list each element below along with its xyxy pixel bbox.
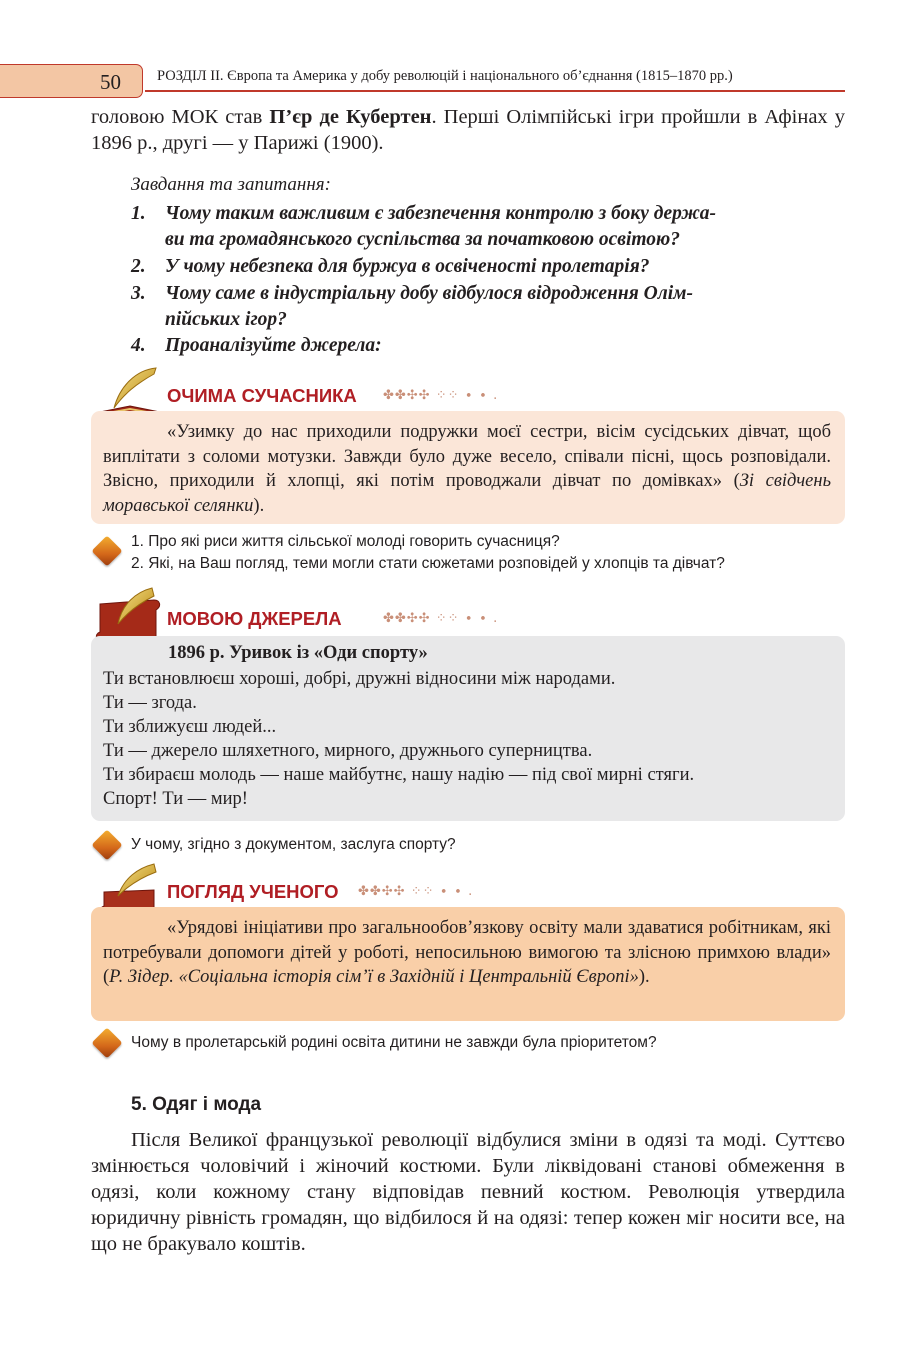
task-text-cont: ви та громадянського суспільства за початковою освітою? bbox=[165, 229, 681, 250]
task-item-2 bbox=[131, 254, 846, 280]
scholar-quote-source: Р. Зідер. «Соціальна історія сім’ї в Західній і Центральній Європі» bbox=[109, 967, 639, 987]
page-number-tab bbox=[0, 64, 143, 98]
source-section-title: МОВОЮ ДЖЕРЕЛА bbox=[167, 608, 342, 629]
eyewitness-quote-text: «Узимку до нас приходили подружки моєї сестри, вісім сусідських дівчат, щоб виплітати з соломи мотузки. Завжди було дуже весело, співали пісні, щось розповідали. Звісно, приходили й хлопці, які потім проводжали дівчат по домівках» ( bbox=[103, 422, 831, 491]
eyewitness-quote-source: Зі свідчень моравської селянки bbox=[103, 471, 831, 516]
question-diamond-icon bbox=[91, 1027, 122, 1058]
task-text: У чому небезпека для буржуа в освіченості пролетарія? bbox=[165, 256, 650, 277]
task-number: 3. bbox=[131, 283, 146, 304]
source-question: У чому, згідно з документом, заслуга спорту? bbox=[131, 836, 456, 853]
scholar-quote bbox=[103, 916, 831, 990]
source-line: Ти — згода. bbox=[103, 693, 197, 713]
page-number: 50 bbox=[100, 70, 121, 94]
source-line: Спорт! Ти — мир! bbox=[103, 789, 248, 809]
eyewitness-question-2: 2. Які, на Ваш погляд, теми могли стати сюжетами розповідей у хлопців та дівчат? bbox=[131, 555, 725, 572]
source-document-text bbox=[103, 667, 833, 811]
eyewitness-quote bbox=[103, 420, 831, 518]
decorative-dots: ✤✤✣✣ ⁘⁘ ∙ ∙ . bbox=[358, 884, 474, 899]
source-document-title: 1896 р. Уривок із «Оди спорту» bbox=[168, 643, 428, 663]
eyewitness-section-title: ОЧИМА СУЧАСНИКА bbox=[167, 385, 357, 406]
decorative-dots: ✤✤✣✣ ⁘⁘ ∙ ∙ . bbox=[383, 388, 499, 403]
question-diamond-icon bbox=[91, 829, 122, 860]
scholar-section-title: ПОГЛЯД УЧЕНОГО bbox=[167, 881, 339, 902]
decorative-dots: ✤✤✣✣ ⁘⁘ ∙ ∙ . bbox=[383, 611, 499, 626]
section-5-title: 5. Одяг і мода bbox=[131, 1094, 262, 1115]
task-number: 1. bbox=[131, 203, 146, 224]
source-line: Ти зближуєш людей... bbox=[103, 717, 277, 737]
intro-text-post: . Перші Олімпійські ігри пройшли в Афінах у 1896 р., другі — у Парижі (1900). bbox=[91, 106, 845, 154]
task-number: 4. bbox=[131, 335, 146, 356]
eyewitness-quote-close: ). bbox=[253, 495, 265, 516]
task-text: Чому саме в індустріальну добу відбулося відродження Олім- bbox=[165, 283, 693, 304]
task-text-cont: пійських ігор? bbox=[165, 309, 287, 330]
task-item-4 bbox=[131, 333, 846, 359]
header-rule bbox=[145, 90, 845, 92]
task-text: Чому таким важливим є забезпечення контролю з боку держа- bbox=[165, 203, 716, 224]
task-item-3 bbox=[131, 281, 846, 333]
scholar-question: Чому в пролетарській родині освіта дитини не завжди була пріоритетом? bbox=[131, 1034, 657, 1051]
scholar-quote-close: ). bbox=[638, 967, 650, 987]
intro-name-bold: П’єр де Кубертен bbox=[269, 106, 432, 128]
tasks-heading: Завдання та запитання: bbox=[131, 174, 331, 195]
source-line: Ти збираєш молодь — наше майбутнє, нашу надію — під свої мирні стяги. bbox=[103, 765, 695, 785]
section-5-paragraph: Після Великої французької революції відбулися зміни в одязі та моді. Суттєво змінюється чоловічий і жіночий костюми. Були ліквідовані станові обмеження в одязі, коли кожному стану відповідав певний костюм. Революція утвердила юридичну рівність громадян, що відбилося й на одязі: тепер кожен міг носити все, на що не бракувало коштів. bbox=[91, 1129, 845, 1255]
task-number: 2. bbox=[131, 256, 146, 277]
question-diamond-icon bbox=[91, 535, 122, 566]
source-line: Ти встановлюєш хороші, добрі, дружні відносини між народами. bbox=[103, 669, 616, 689]
intro-text-pre: головою МОК став bbox=[91, 106, 270, 128]
intro-paragraph bbox=[91, 104, 845, 156]
task-text: Проаналізуйте джерела: bbox=[165, 335, 382, 356]
task-item-1 bbox=[131, 201, 846, 253]
scholar-quote-text: «Урядові ініціативи про загальнообов’язкову освіту мали здаватися робітникам, які потребували допомоги дітей у роботі, непосильною вимогою та злісною примхою влади» ( bbox=[103, 918, 831, 987]
source-line: Ти — джерело шляхетного, мирного, дружнього суперництва. bbox=[103, 741, 593, 761]
running-header-title: РОЗДІЛ ІІ. Європа та Америка у добу революцій і національного об’єднання (1815–1870 рр.) bbox=[157, 68, 733, 84]
eyewitness-question-1: 1. Про які риси життя сільської молоді говорить сучасниця? bbox=[131, 533, 560, 550]
